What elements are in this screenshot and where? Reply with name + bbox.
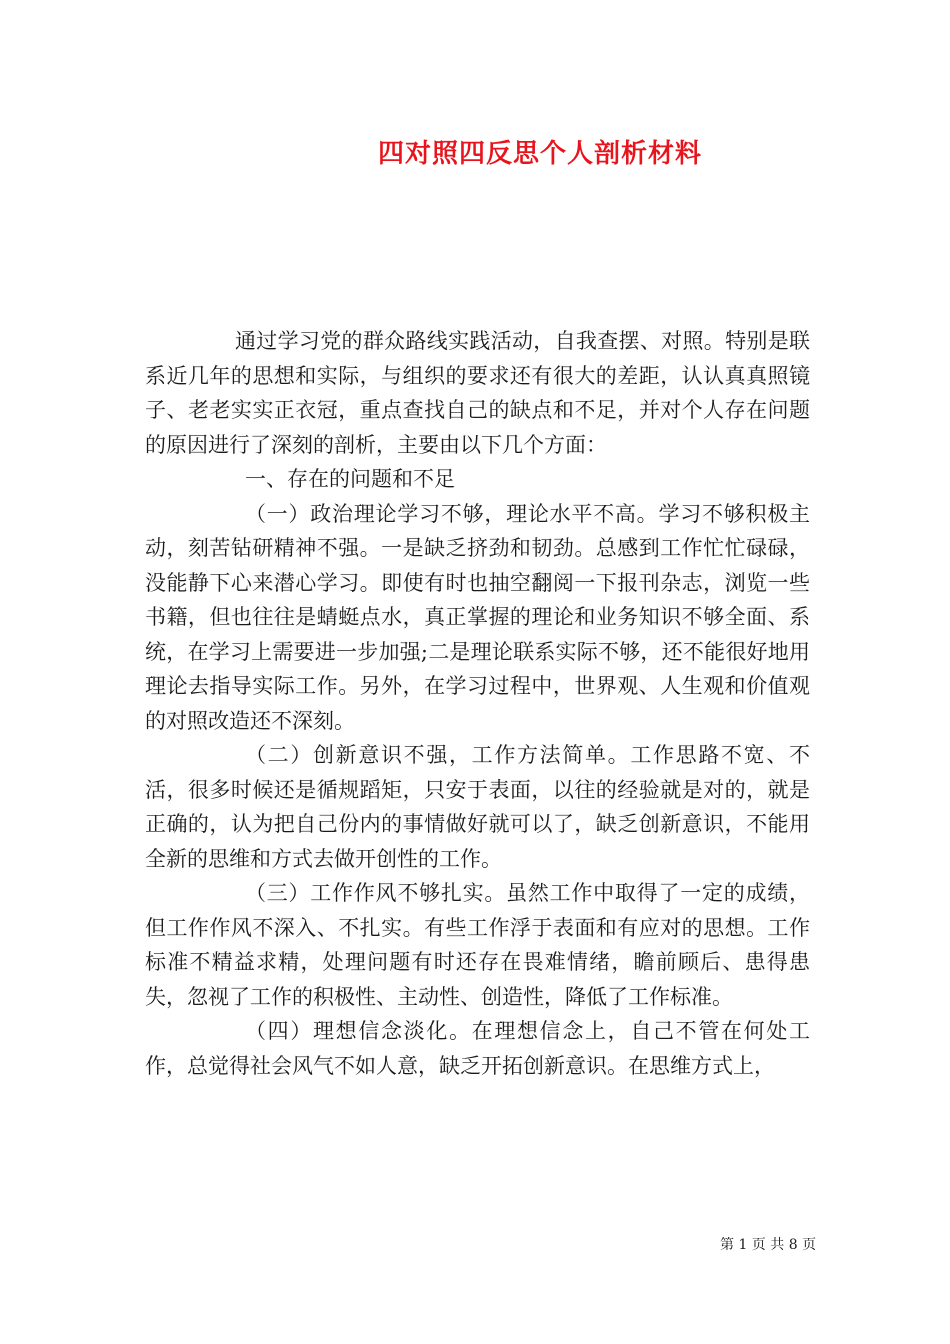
page-number-footer: 第 1 页 共 8 页 (720, 1237, 817, 1253)
document-body (145, 324, 810, 1083)
paragraph-item-4: （四）理想信念淡化。在理想信念上，自己不管在何处工作，总觉得社会风气不如人意，缺乏开拓创新意识。在思维方式上， (145, 1019, 810, 1078)
document-title: 四对照四反思个人剖析材料 (377, 139, 702, 169)
paragraph-item-3: （三）工作作风不够扎实。虽然工作中取得了一定的成绩，但工作作风不深入、不扎实。有些工作浮于表面和有应对的思想。工作标准不精益求精，处理问题有时还存在畏难情绪，瞻前顾后、患得患失，忽视了工作的积极性、主动性、创造性，降低了工作标准。 (145, 881, 810, 1009)
section-heading-problems: 一、存在的问题和不足 (245, 467, 455, 491)
paragraph-intro: 通过学习党的群众路线实践活动，自我查摆、对照。特别是联系近几年的思想和实际，与组织的要求还有很大的差距，认认真真照镜子、老老实实正衣冠，重点查找自己的缺点和不足，并对个人存在问题的原因进行了深刻的剖析，主要由以下几个方面： (145, 329, 810, 457)
paragraph-item-1: （一）政治理论学习不够，理论水平不高。学习不够积极主动，刻苦钻研精神不强。一是缺乏挤劲和韧劲。总感到工作忙忙碌碌，没能静下心来潜心学习。即使有时也抽空翻阅一下报刊杂志，浏览一些书籍，但也往往是蜻蜓点水，真正掌握的理论和业务知识不够全面、系统，在学习上需要进一步加强;二是理论联系实际不够，还不能很好地用理论去指导实际工作。另外，在学习过程中，世界观、人生观和价值观的对照改造还不深刻。 (145, 501, 810, 733)
paragraph-item-2: （二）创新意识不强，工作方法简单。工作思路不宽、不活，很多时候还是循规蹈矩，只安于表面，以往的经验就是对的，就是正确的，认为把自己份内的事情做好就可以了，缺乏创新意识，不能用全新的思维和方式去做开创性的工作。 (145, 743, 810, 871)
